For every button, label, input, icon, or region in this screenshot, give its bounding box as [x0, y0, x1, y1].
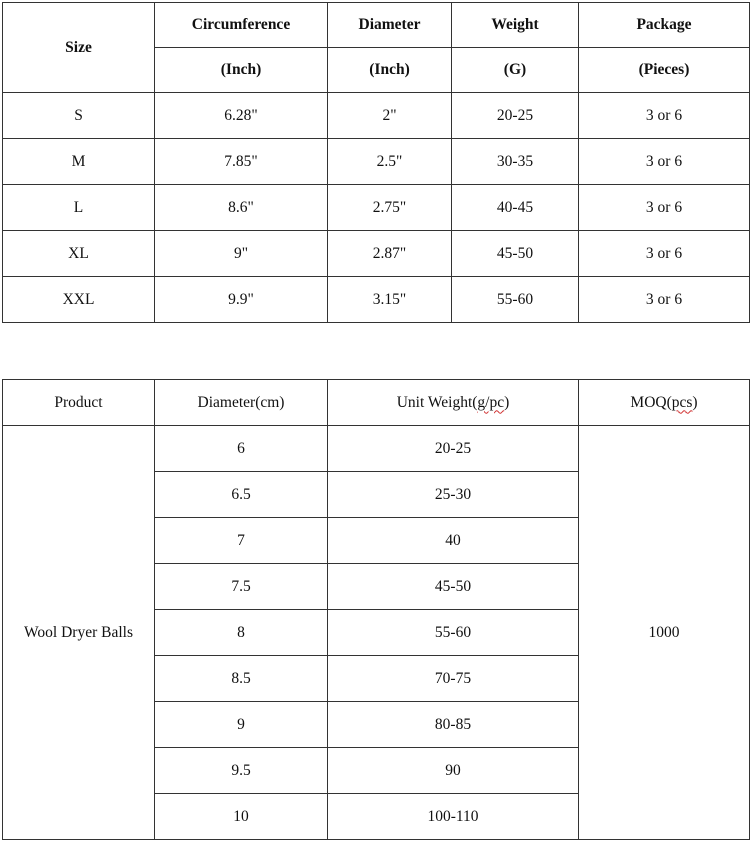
size-table-header-row — [3, 3, 750, 48]
cell-unit-weight: 55-60 — [328, 610, 579, 656]
cell-weight: 40-45 — [452, 185, 579, 231]
header-moq-suffix: ) — [692, 393, 698, 411]
header-moq-unit: pcs — [671, 393, 693, 411]
header-unit-weight-suffix: ) — [504, 393, 510, 411]
cell-weight: 20-25 — [452, 93, 579, 139]
cell-diameter-cm: 7.5 — [155, 564, 328, 610]
header-package: Package — [579, 3, 750, 48]
cell-unit-weight: 40 — [328, 518, 579, 564]
cell-circumference: 7.85" — [155, 139, 328, 185]
cell-package: 3 or 6 — [579, 139, 750, 185]
cell-unit-weight: 80-85 — [328, 702, 579, 748]
cell-product-name: Wool Dryer Balls — [3, 426, 155, 840]
cell-size: L — [3, 185, 155, 231]
header-weight-unit: (G) — [452, 48, 579, 93]
cell-diameter-cm: 9.5 — [155, 748, 328, 794]
table-row — [3, 185, 750, 231]
header-circumference: Circumference — [155, 3, 328, 48]
cell-package: 3 or 6 — [579, 277, 750, 323]
cell-diameter: 3.15" — [328, 277, 452, 323]
cell-package: 3 or 6 — [579, 93, 750, 139]
cell-weight: 55-60 — [452, 277, 579, 323]
cell-diameter-cm: 8.5 — [155, 656, 328, 702]
header-diameter-cm: Diameter(cm) — [155, 380, 328, 426]
product-table-header-row — [3, 380, 750, 426]
cell-diameter: 2.87" — [328, 231, 452, 277]
cell-diameter-cm: 7 — [155, 518, 328, 564]
size-spec-table — [2, 2, 750, 323]
cell-diameter-cm: 6 — [155, 426, 328, 472]
cell-diameter-cm: 10 — [155, 794, 328, 840]
cell-unit-weight: 20-25 — [328, 426, 579, 472]
cell-package: 3 or 6 — [579, 231, 750, 277]
table-row — [3, 277, 750, 323]
header-moq-prefix: MOQ( — [630, 393, 672, 411]
header-unit-weight-prefix: Unit Weight( — [396, 393, 478, 411]
cell-diameter: 2.5" — [328, 139, 452, 185]
cell-diameter: 2" — [328, 93, 452, 139]
cell-unit-weight: 100-110 — [328, 794, 579, 840]
cell-circumference: 9" — [155, 231, 328, 277]
header-diameter-unit: (Inch) — [328, 48, 452, 93]
cell-moq: 1000 — [579, 426, 750, 840]
cell-unit-weight: 45-50 — [328, 564, 579, 610]
header-package-unit: (Pieces) — [579, 48, 750, 93]
header-moq — [579, 380, 750, 426]
cell-diameter: 2.75" — [328, 185, 452, 231]
cell-size: XL — [3, 231, 155, 277]
cell-circumference: 8.6" — [155, 185, 328, 231]
cell-unit-weight: 70-75 — [328, 656, 579, 702]
cell-diameter-cm: 9 — [155, 702, 328, 748]
table-row — [3, 426, 750, 472]
cell-unit-weight: 25-30 — [328, 472, 579, 518]
header-circumference-unit: (Inch) — [155, 48, 328, 93]
cell-weight: 45-50 — [452, 231, 579, 277]
cell-circumference: 6.28" — [155, 93, 328, 139]
cell-unit-weight: 90 — [328, 748, 579, 794]
cell-weight: 30-35 — [452, 139, 579, 185]
header-unit-weight — [328, 380, 579, 426]
cell-size: M — [3, 139, 155, 185]
cell-diameter-cm: 8 — [155, 610, 328, 656]
header-product: Product — [3, 380, 155, 426]
cell-diameter-cm: 6.5 — [155, 472, 328, 518]
product-spec-table — [2, 379, 750, 840]
cell-package: 3 or 6 — [579, 185, 750, 231]
table-row — [3, 139, 750, 185]
cell-size: S — [3, 93, 155, 139]
table-row — [3, 93, 750, 139]
table-row — [3, 231, 750, 277]
header-diameter: Diameter — [328, 3, 452, 48]
cell-circumference: 9.9" — [155, 277, 328, 323]
header-size: Size — [3, 3, 155, 93]
cell-size: XXL — [3, 277, 155, 323]
header-unit-weight-unit: g/pc — [477, 393, 505, 411]
header-weight: Weight — [452, 3, 579, 48]
